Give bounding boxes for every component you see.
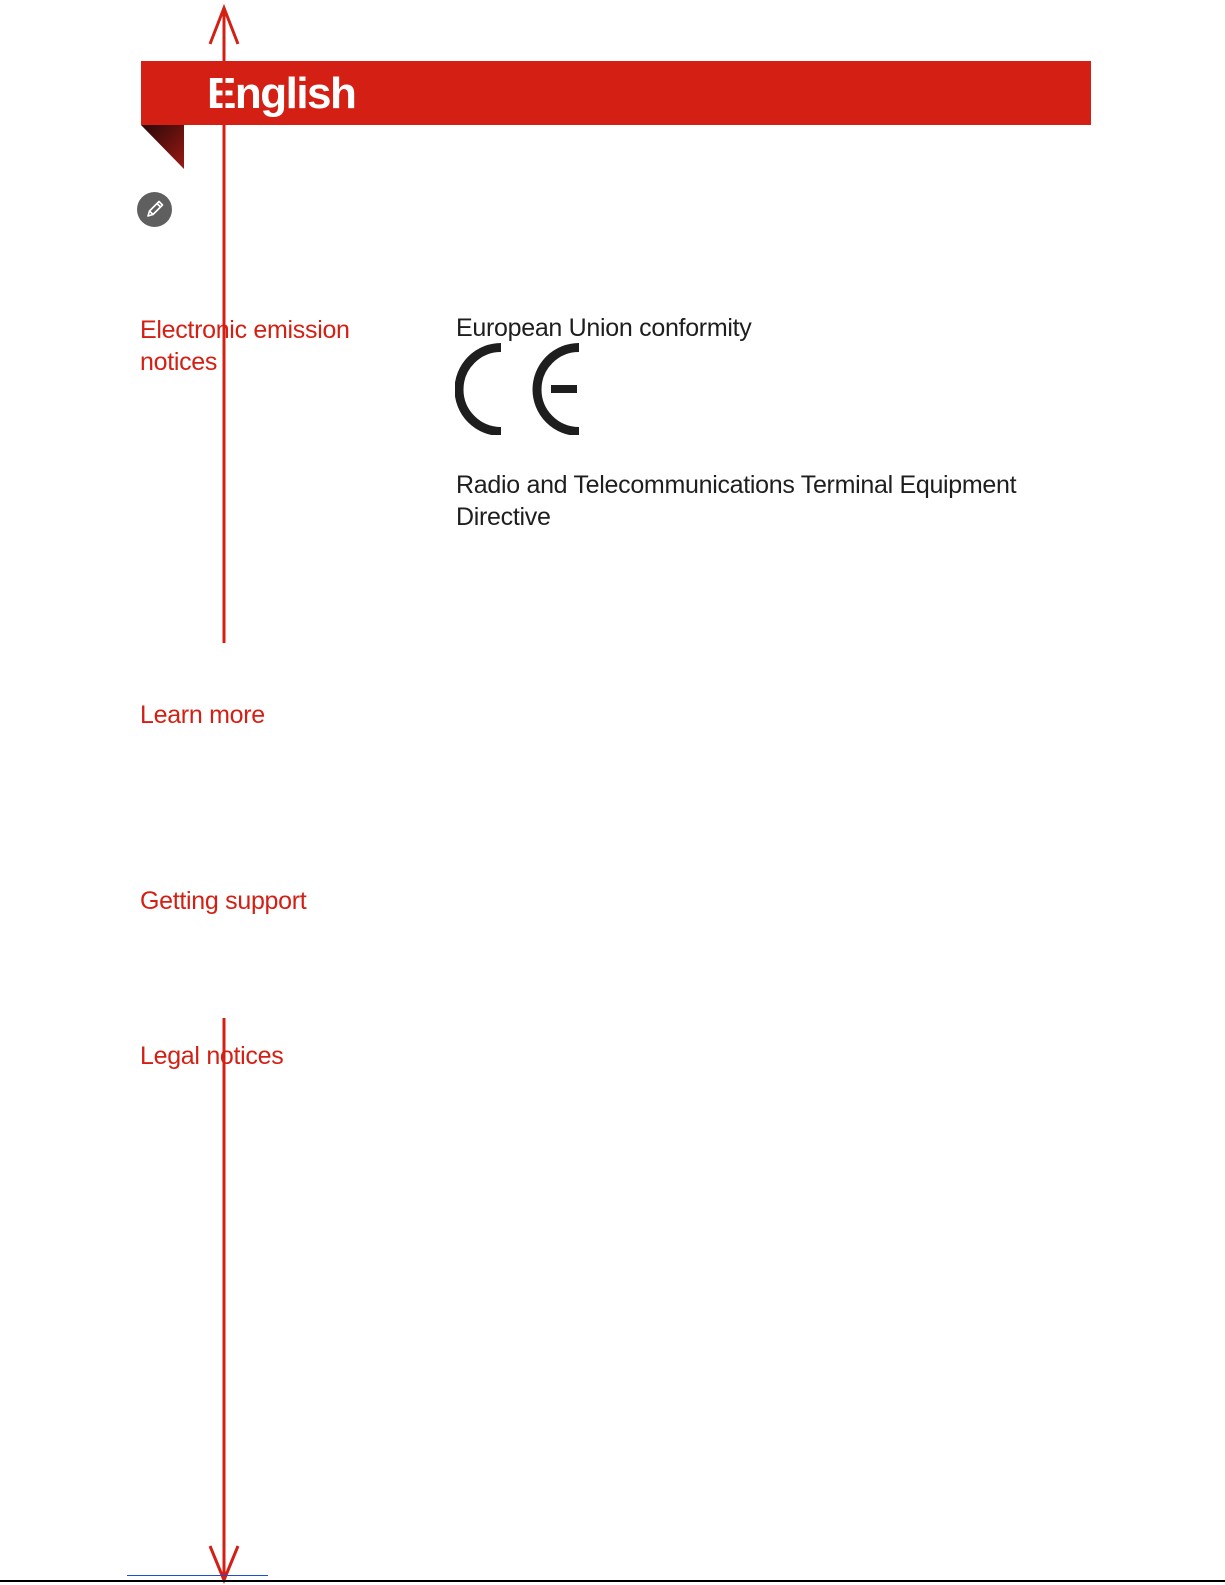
rtte-directive-title: Radio and Telecommunications Terminal Equipment Directive — [456, 471, 1017, 531]
section-heading-emission: Electronic emission notices — [140, 316, 350, 376]
page-bottom-rule — [0, 1580, 1225, 1582]
page-title: English — [207, 69, 356, 118]
section-heading-legal-notices: Legal notices — [140, 1042, 284, 1070]
eu-conformity-title: European Union conformity — [456, 314, 752, 342]
ce-mark-logo — [455, 343, 585, 435]
pencil-icon[interactable] — [137, 192, 172, 227]
section-heading-getting-support: Getting support — [140, 887, 307, 915]
banner-fold-corner — [141, 125, 184, 169]
section-heading-learn-more: Learn more — [140, 701, 265, 729]
footer-link-underline — [127, 1575, 268, 1576]
